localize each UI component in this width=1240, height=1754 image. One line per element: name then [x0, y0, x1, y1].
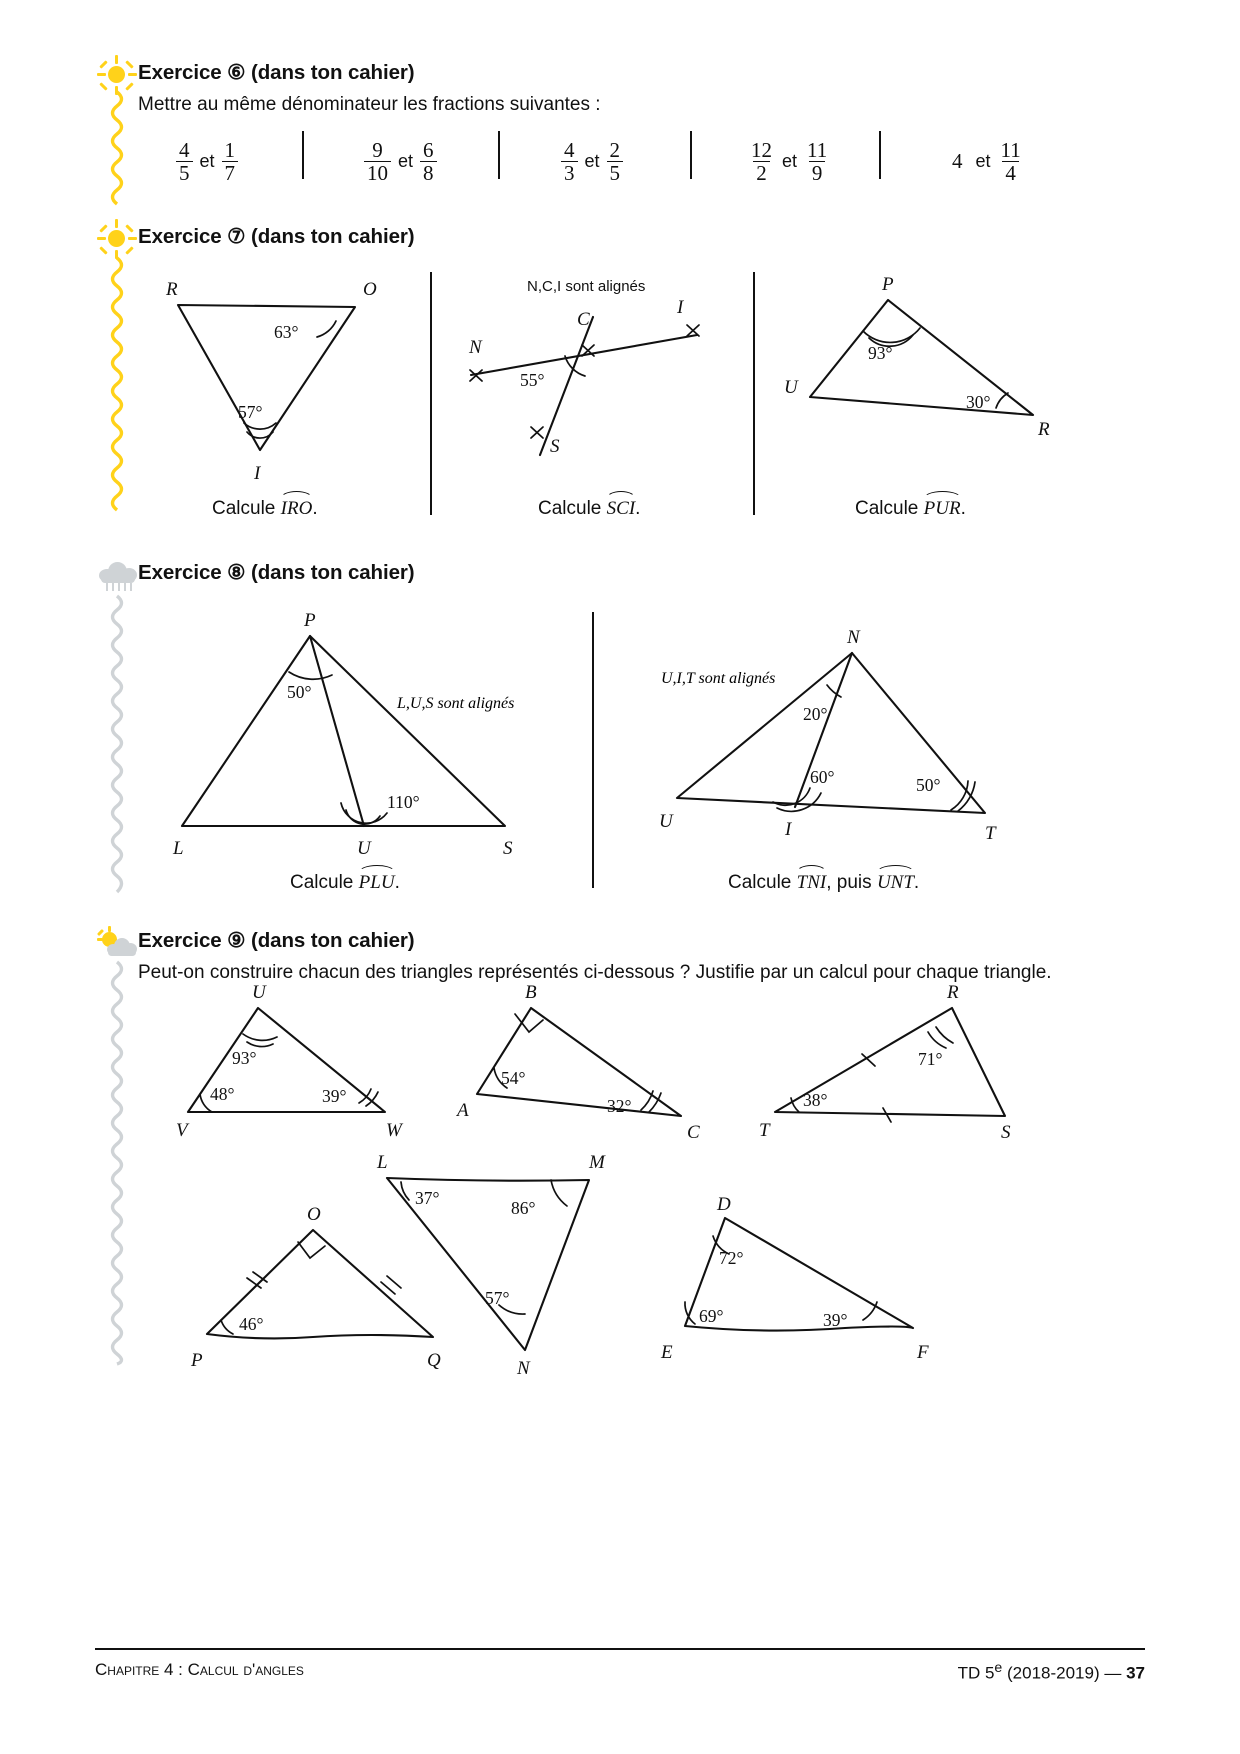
exercise-8-heading: Exercice ⑧ (dans ton cahier)	[138, 561, 415, 584]
exercise-9-heading: Exercice ⑨ (dans ton cahier)	[138, 929, 415, 952]
vertex-label-R: R	[166, 279, 178, 300]
alignment-note-UIT: U,I,T sont alignés	[661, 670, 776, 687]
vertex-label-U: U	[784, 377, 798, 398]
point-label-C: C	[577, 309, 590, 330]
exercise-6-instruction: Mettre au même dénominateur les fractions suivantes :	[138, 94, 601, 115]
angle-label-69: 69°	[699, 1306, 724, 1326]
vertex-label-P: P	[882, 274, 894, 295]
angle-label-71: 71°	[918, 1049, 943, 1069]
angle-label-55: 55°	[520, 370, 545, 390]
squiggle-line-ex9	[106, 962, 128, 1360]
triangle-UVW-figure	[170, 982, 420, 1141]
vertex-label-T: T	[985, 823, 996, 844]
fraction-group-1	[176, 139, 238, 184]
separator-2	[498, 131, 500, 179]
page-number: 37	[1126, 1663, 1145, 1683]
angle-label-32: 32°	[607, 1096, 632, 1116]
angle-label-37: 37°	[415, 1188, 440, 1208]
et-label-3: et	[584, 151, 600, 172]
fraction-3b: $\frac{2}{5}$	[607, 139, 624, 184]
angle-label-50: 50°	[287, 682, 312, 702]
alignment-note-LUS: L,U,S sont alignés	[397, 695, 515, 712]
footer-td-label: TD 5	[957, 1663, 995, 1683]
separator-4	[879, 131, 881, 179]
et-label-1: et	[199, 151, 215, 172]
separator-fig-7-2	[753, 272, 755, 515]
triangle-RTS-figure	[755, 982, 1025, 1143]
vertex-label-O: O	[307, 1204, 321, 1225]
vertex-label-R: R	[947, 982, 959, 1003]
vertex-label-U: U	[357, 838, 371, 859]
triangle-ABC-figure	[455, 982, 715, 1143]
et-label-4: et	[782, 151, 798, 172]
vertex-label-L: L	[377, 1152, 388, 1173]
triangle-LMN-figure	[375, 1152, 655, 1379]
whole-number-4: 4	[952, 149, 963, 174]
triangle-NUIT-figure	[655, 627, 1025, 855]
separator-fig-8	[592, 612, 594, 888]
angle-label-20: 20°	[803, 704, 828, 724]
triangle-ROI-figure	[150, 275, 420, 495]
angle-label-30: 30°	[966, 392, 991, 412]
vertex-label-P: P	[191, 1350, 203, 1371]
caption-calcule-IRO: Calcule IRO.	[212, 498, 318, 519]
angle-label-60: 60°	[810, 767, 835, 787]
squiggle-line-ex7	[106, 258, 128, 518]
separator-1	[302, 131, 304, 179]
caption-calcule-PLU: Calcule PLU.	[290, 872, 400, 893]
caption-calcule-SCI: Calcule SCI.	[538, 498, 641, 519]
angle-label-57: 57°	[485, 1288, 510, 1308]
footer-chapter: Chapitre 4 : Calcul d'angles	[95, 1660, 304, 1679]
fraction-group-3	[561, 139, 623, 184]
vertex-label-N: N	[517, 1358, 530, 1379]
exercise-6-heading: Exercice ⑥ (dans ton cahier)	[138, 61, 415, 84]
alignment-note-NCI: N,C,I sont alignés	[527, 278, 646, 295]
vertex-label-I: I	[254, 463, 261, 484]
vertex-label-M: M	[589, 1152, 605, 1173]
vertex-label-L: L	[173, 838, 184, 859]
exercise-9-instruction: Peut-on construire chacun des triangles représentés ci-dessous ? Justifie par un calcul pour chaque triangle.	[138, 962, 1052, 983]
point-label-S: S	[550, 436, 560, 457]
angle-label-54: 54°	[501, 1068, 526, 1088]
triangle-DEF-figure	[661, 1194, 955, 1378]
fraction-2a: $\frac{9}{10}$	[364, 139, 391, 184]
separator-fig-7-1	[430, 272, 432, 515]
et-label-2: et	[398, 151, 414, 172]
angle-label-50: 50°	[916, 775, 941, 795]
vertex-label-T: T	[759, 1120, 770, 1141]
angle-label-72: 72°	[719, 1248, 744, 1268]
angle-label-48: 48°	[210, 1084, 235, 1104]
squiggle-line-ex6	[106, 92, 128, 210]
point-label-N: N	[469, 337, 482, 358]
vertex-label-S: S	[1001, 1122, 1011, 1143]
angle-label-38: 38°	[803, 1090, 828, 1110]
vertex-label-P: P	[304, 610, 316, 631]
fraction-3a: $\frac{4}{3}$	[561, 139, 578, 184]
vertex-label-R: R	[1038, 419, 1050, 440]
vertex-label-B: B	[525, 982, 537, 1003]
angle-label-39: 39°	[322, 1086, 347, 1106]
angle-label-39: 39°	[823, 1310, 848, 1330]
cloud-rain-icon	[97, 558, 139, 598]
fraction-4a: $\frac{12}{2}$	[751, 138, 772, 186]
vertex-label-I: I	[785, 819, 792, 840]
vertex-label-Q: Q	[427, 1350, 441, 1371]
vertex-label-C: C	[687, 1122, 700, 1143]
et-label-5: et	[975, 151, 991, 172]
fraction-group-4	[748, 139, 830, 184]
fraction-2b: $\frac{6}{8}$	[420, 139, 437, 184]
angle-label-46: 46°	[239, 1314, 264, 1334]
vertex-label-O: O	[363, 279, 377, 300]
separator-3	[690, 131, 692, 179]
vertex-label-D: D	[717, 1194, 731, 1215]
footer-divider	[95, 1648, 1145, 1650]
footer-td-sup: e	[994, 1660, 1003, 1676]
caption-calcule-TNI-UNT: Calcule TNI, puis UNT.	[728, 872, 920, 893]
triangle-PUR-figure	[780, 275, 1055, 455]
vertex-label-S: S	[503, 838, 513, 859]
sun-cloud-icon	[97, 926, 139, 966]
vertex-label-E: E	[661, 1342, 673, 1363]
vertex-label-V: V	[176, 1120, 188, 1141]
squiggle-line-ex8	[106, 596, 128, 892]
angle-label-93: 93°	[232, 1048, 257, 1068]
fraction-1a: $\frac{4}{5}$	[176, 139, 193, 184]
footer-page-info	[958, 1660, 1145, 1684]
fraction-5b: $\frac{11}{4}$	[1000, 138, 1021, 186]
vertex-label-W: W	[386, 1120, 402, 1141]
vertex-label-U: U	[252, 982, 266, 1003]
footer-years: (2018-2019) —	[1002, 1663, 1127, 1683]
point-label-I: I	[677, 297, 684, 318]
vertex-label-U: U	[659, 811, 673, 832]
angle-label-93: 93°	[868, 343, 893, 363]
fraction-1b: $\frac{1}{7}$	[222, 139, 239, 184]
angle-label-86: 86°	[511, 1198, 536, 1218]
vertex-label-A: A	[457, 1100, 469, 1121]
caption-calcule-PUR: Calcule PUR.	[855, 498, 966, 519]
fraction-group-5	[952, 139, 1024, 184]
lines-NCIS-figure	[465, 275, 730, 495]
fraction-group-2	[364, 139, 437, 184]
angle-label-63: 63°	[274, 322, 299, 342]
exercise-7-heading: Exercice ⑦ (dans ton cahier)	[138, 225, 415, 248]
vertex-label-F: F	[917, 1342, 929, 1363]
sun-icon	[97, 55, 139, 95]
triangle-PLUS-figure	[165, 610, 565, 859]
vertex-label-N: N	[847, 627, 860, 648]
fraction-4b: $\frac{11}{9}$	[807, 138, 828, 186]
sun-icon	[97, 219, 139, 259]
angle-label-57: 57°	[238, 402, 263, 422]
angle-label-110: 110°	[387, 792, 420, 812]
